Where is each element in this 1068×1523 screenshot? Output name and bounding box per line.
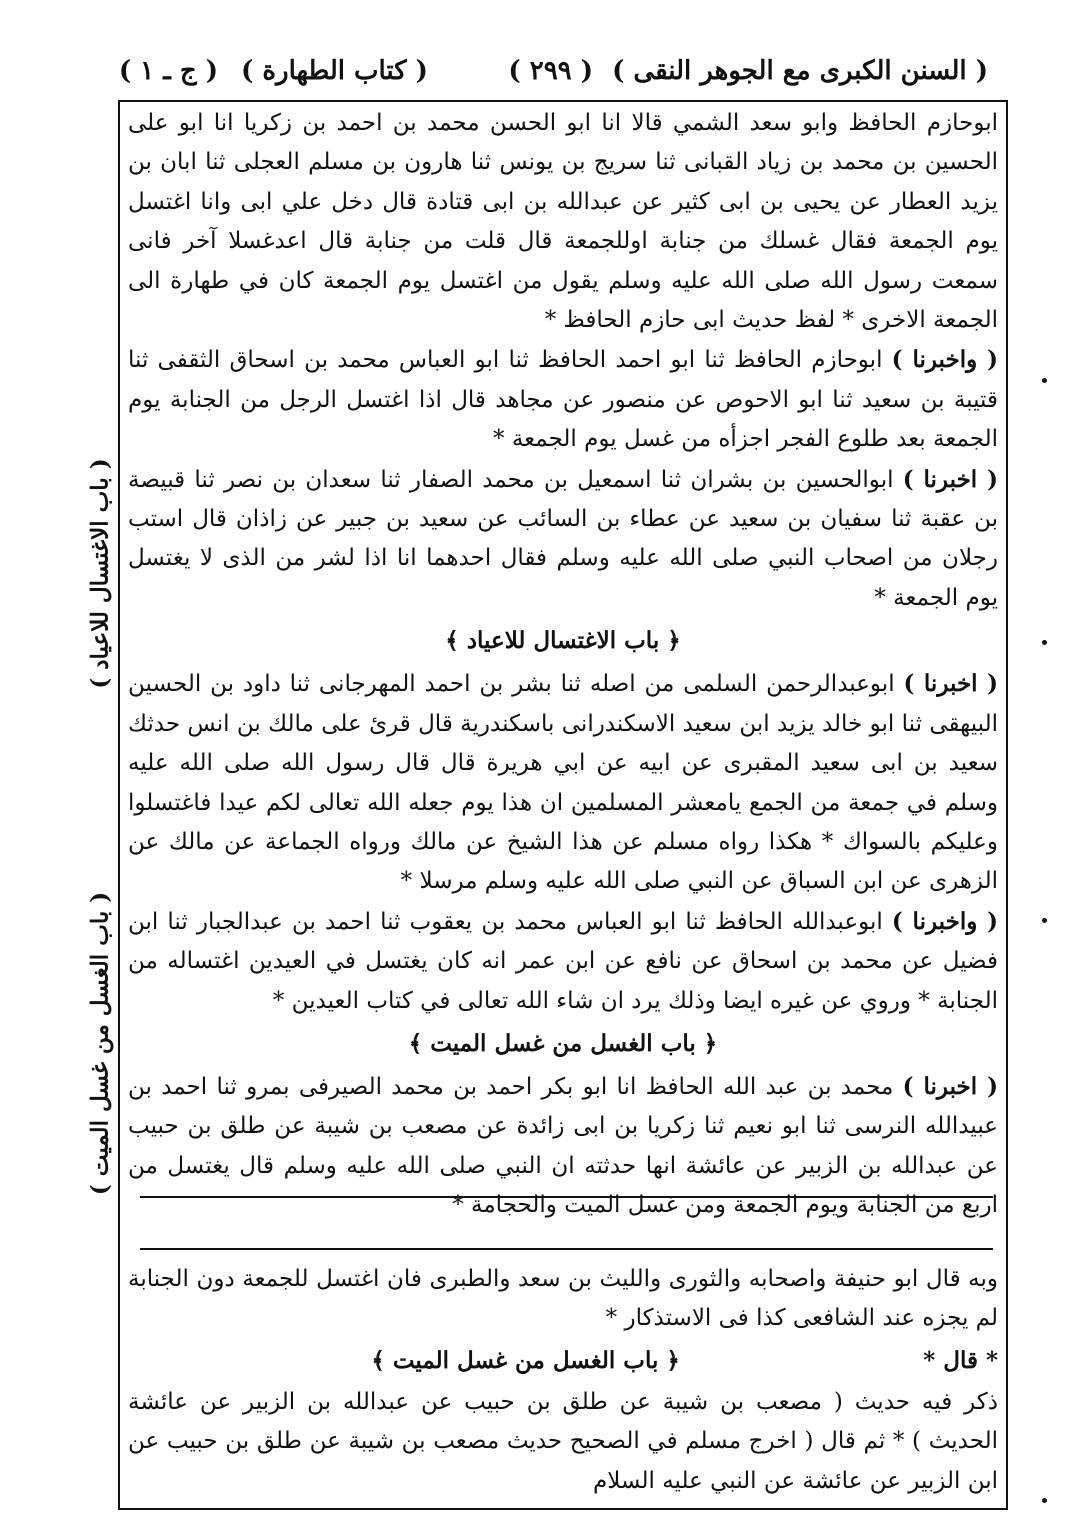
divider-rule [140,1248,993,1250]
book-title: ( السنن الكبرى مع الجوهر النقى ) [612,56,988,86]
note-paragraph: وبه قال ابو حنيفة واصحابه والثورى والليث بن سعد والطبرى فان اغتسل للجمعة دون الجنابة لم يجزه عند الشافعى كذا فى الاستذكار * [128,1266,998,1332]
narration-lead: ( واخبرنا ) [891,346,998,374]
paragraph [128,902,998,1021]
narration-lead: ( واخبرنا ) [891,907,998,935]
volume-label: ( ج ـ ١ ) [118,56,218,86]
paragraph-text: ابوعبدالرحمن السلمى من اصله ثنا بشر بن احمد المهرجانى ثنا داود بن الحسين البيهقى ثنا ابو خالد يزيد ابن سعيد الاسكندرانى باسكندرية قال قرئ على مالك بن انس حدثك سعيد بن ابى سعيد المقبرى عن ابيه عن ابي هريرة قال قال رسول الله صلى الله عليه وسلم في جمعة من الجمع يامعشر المسلمين ان هذا يوم جعله الله تعالى لكم عيدا فاغتسلوا وعليكم بالسواك * هكذا رواه مسلم عن هذا الشيخ عن مالك ورواه الجماعة عن مالك عن الزهرى عن ابن السباق عن النبي صلى الله عليه وسلم مرسلا * [128,671,998,895]
paragraph-text: محمد بن عبد الله الحافظ انا ابو بكر احمد بن محمد الصيرفى بمرو ثنا احمد بن عبيدالله النرسى ثنا ابو نعيم ثنا زكريا بن ابى زائدة عن مصعب بن شيبة عن طلق بن حبيب عن عبدالله بن الزبير عن عائشة انها حدثته ان النبي صلى الله عليه وسلم قال يغتسل من اربع من الجنابة ويوم الجمعة ومن غسل الميت والحجامة * [128,1073,998,1219]
margin-title-mayyit: ( باب الغسل من غسل الميت ) [86,891,114,1196]
divider-rule [140,1196,993,1198]
margin-dot [1042,1498,1047,1503]
paragraph: ابوحازم الحافظ وابو سعد الشمي قالا انا ابو الحسن محمد بن احمد بن زكريا انا ابو على الحسين بن محمد بن زياد القبانى ثنا سريج بن يونس ثنا هارون بن مسلم العجلى ثنا ابان بن يزيد العطار عن يحيى بن ابى كثير عن عبدالله بن ابى قتادة قال دخل علي ابى وانا اغتسل يوم الجمعة فقال غسلك من جنابة اوللجمعة قال قلت من جنابة قال اعدغسلا آخر فانى سمعت رسول الله صلى الله عليه وسلم يقول من اغتسل يوم الجمعة كان في طهارة الى الجمعة الاخرى * لفظ حديث ابى حازم الحافظ * [128,110,998,334]
paragraph [128,664,998,901]
margin-dot [1042,640,1047,645]
paragraph [128,340,998,459]
note-paragraph: ذكر فيه حديث ( مصعب بن شيبة عن طلق بن حبيب عن عبدالله بن الزبير عن عائشة الحديث ) * ثم قال ( اخرج مسلم في الصحيح حديث مصعب بن شيبة عن طلق بن حبيب عن ابن الزبير عن عائشة عن النبي عليه السلام [128,1388,998,1494]
paragraph [128,1067,998,1226]
margin-title-eid: ( باب الاغتسال للاعياد ) [86,458,114,689]
commentary-text [128,1260,998,1501]
paragraph [128,460,998,619]
narration-lead: ( اخبرنا ) [902,1072,998,1100]
page-header [118,56,988,96]
narration-lead: ( اخبرنا ) [903,670,998,698]
paragraph-text: ابوالحسين بن بشران ثنا اسمعيل بن محمد الصفار ثنا سعدان بن نصر ثنا قبيصة بن عقبة ثنا سفيان بن سعيد عن عطاء بن السائب عن سعيد بن جبير عن زاذان قال استب رجلان من اصحاب النبي صلى الله عليه وسلم فقال احدهما انا اذا لشر من الذى لا يغتسل يوم الجمعة * [128,466,998,611]
paragraph-text: ابوحازم الحافظ ثنا ابو احمد الحافظ ثنا ابو العباس محمد بن اسحاق الثقفى ثنا قتيبة بن سعيد ثنا ابو الاحوص عن منصور عن مجاهد قال اذا اغتسل الرجل من الجنابة يوم الجمعة بعد طلوع الفجر اجزأه من غسل يوم الجمعة * [128,347,998,453]
note-lead: * قال * [923,1346,998,1374]
note-heading [128,1339,998,1383]
paragraph-text: ابوعبدالله الحافظ ثنا ابو العباس محمد بن يعقوب ثنا احمد بن عبدالجبار ثنا ابن فضيل عن محمد بن اسحاق عن نافع عن ابن عمر انه كان يغتسل في العيدين اغتساله من الجنابة * وروي عن غيره ايضا وذلك يرد ان شاء الله تعالى في كتاب العيدين * [128,908,998,1014]
margin-dot [1042,918,1047,923]
main-text [128,104,998,1226]
narration-lead: ( اخبرنا ) [902,465,998,493]
chapter-heading: ﴿ باب الغسل من غسل الميت ﴾ [408,1029,718,1057]
page-number: ( ٢٩٩ ) [508,56,593,86]
note-heading-text: ﴿ باب الغسل من غسل الميت ﴾ [371,1346,680,1374]
chapter-heading: ﴿ باب الاغتسال للاعياد ﴾ [445,627,681,655]
margin-dot [1042,378,1047,383]
section-title: ( كتاب الطهارة ) [241,56,428,86]
